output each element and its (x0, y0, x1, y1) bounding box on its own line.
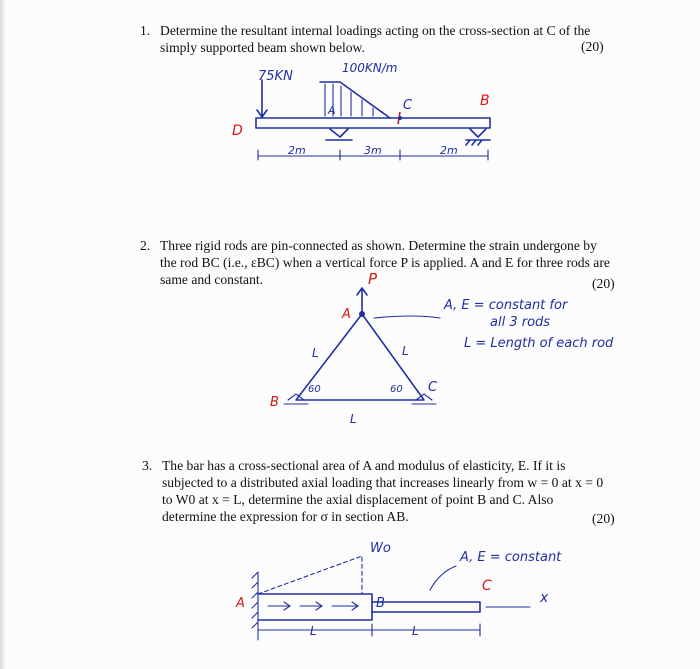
label-d: D (232, 123, 243, 139)
load-arrows (268, 602, 358, 610)
label-a: A (328, 104, 336, 117)
label-x: x (540, 590, 549, 606)
problem-2-line1: Three rigid rods are pin-connected as shown. Determine the strain undergone by (160, 238, 597, 253)
bar-bc (372, 602, 480, 612)
problem-2-points: (20) (592, 276, 615, 291)
label-b: B (270, 395, 279, 410)
problem-3-points: (20) (592, 511, 615, 526)
angle-left: 60 (308, 384, 321, 395)
problem-3-line1: The bar has a cross-sectional area of A and modulus of elasticity, E. If it is (162, 458, 566, 473)
label-b: B (480, 93, 490, 109)
label-c: C (482, 578, 492, 594)
label-p: P (368, 270, 378, 288)
dim-3m: 3m (364, 144, 382, 157)
label-a: A (236, 596, 245, 611)
note-length: L = Length of each rod (464, 336, 614, 351)
dim-l-bc: L (412, 624, 419, 638)
label-w0: Wo (370, 541, 391, 556)
problem-3-line2: subjected to a distributed axial loading that increases linearly from w = 0 at x = 0 (162, 475, 604, 490)
bar-dims (258, 624, 480, 636)
label-c: C (403, 98, 413, 113)
note-leader (430, 566, 456, 590)
problem-1-points: (20) (581, 39, 604, 54)
note-constant: A, E = constant for (444, 298, 568, 313)
note-all-rods: all 3 rods (490, 315, 551, 330)
bar-ab (258, 594, 372, 620)
problem-2-line3: same and constant. (160, 272, 264, 287)
point-load-label: 75KN (258, 69, 293, 84)
problem-2-number: 2. (140, 238, 151, 253)
note-constant: A, E = constant (460, 550, 562, 565)
load-triangle (258, 556, 362, 594)
problem-1-line1: Determine the resultant internal loadings acting on the cross-section at C of the (160, 23, 591, 38)
problem-1-number: 1. (140, 23, 151, 38)
problem-1-line2: simply supported beam shown below. (160, 40, 365, 55)
label-a: A (342, 307, 351, 322)
angle-right: 60 (390, 384, 403, 395)
dim-2m-right: 2m (440, 144, 458, 157)
problem-2-line2: the rod BC (i.e., εBC) when a vertical force P is applied. A and E for three rods are (160, 255, 610, 270)
label-c: C (428, 380, 438, 395)
label-b: B (376, 596, 385, 611)
dist-load-label: 100KN/m (342, 61, 398, 75)
wall-a (252, 572, 258, 640)
rod-right-length: L (402, 344, 409, 358)
problem-3-number: 3. (142, 458, 153, 473)
dim-2m-left: 2m (288, 144, 306, 157)
rod-bottom-length: L (350, 412, 357, 426)
problem-3-line3: to W0 at x = L, determine the axial displacement of point B and C. Also (162, 492, 554, 507)
dim-l-ab: L (310, 624, 317, 638)
problem-3-line4: determine the expression for σ in section AB. (162, 509, 409, 524)
rod-left-length: L (312, 346, 319, 360)
